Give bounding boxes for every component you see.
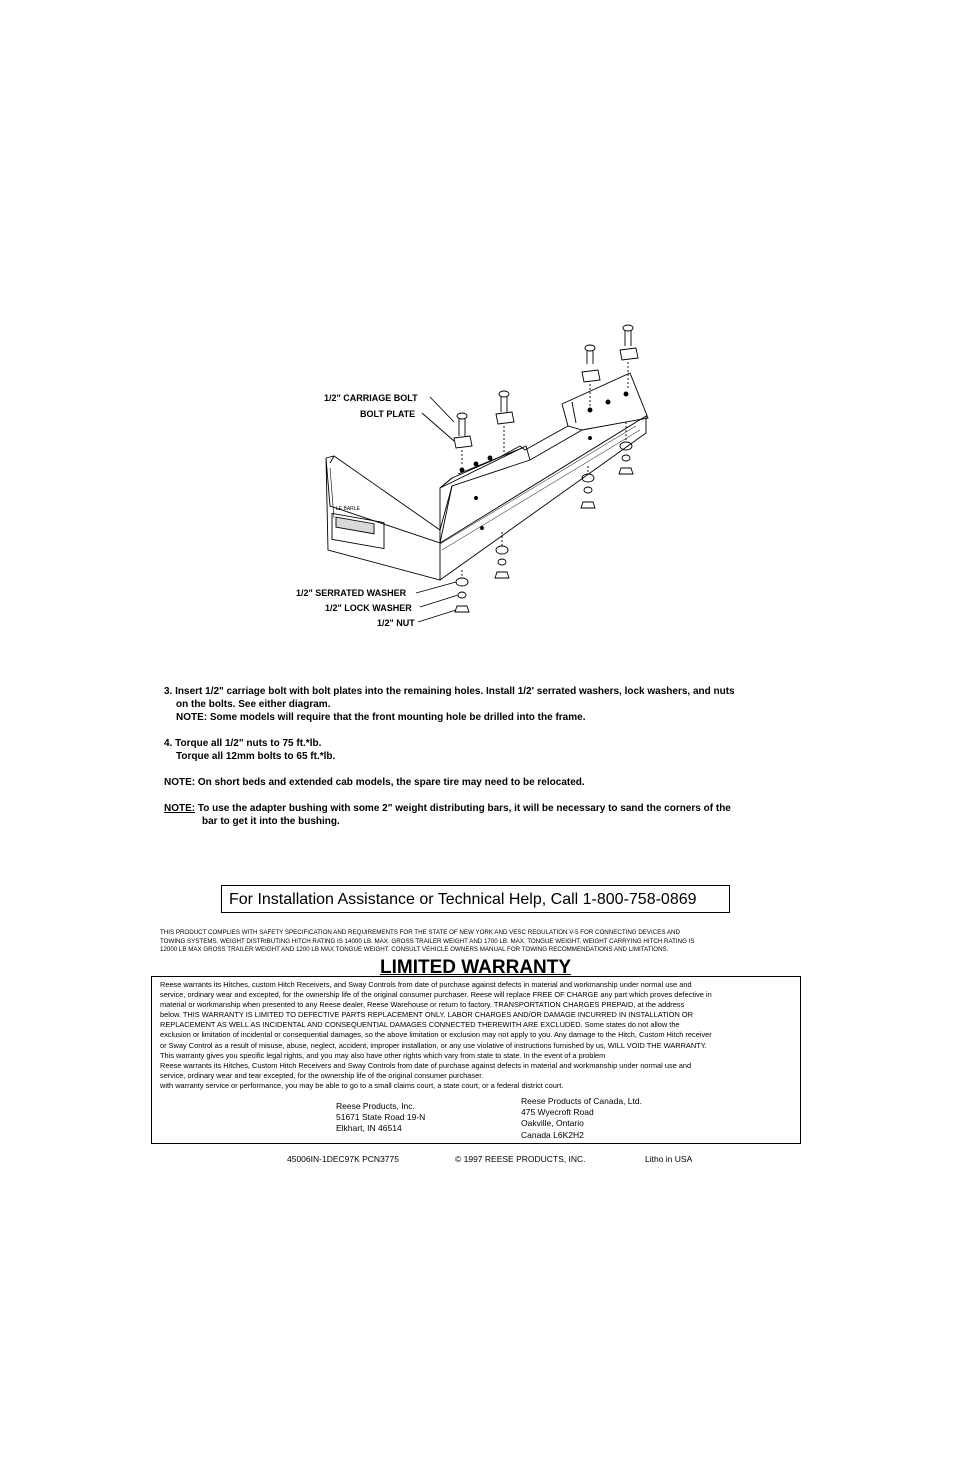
carriage-bolt-label: 1/2" CARRIAGE BOLT — [324, 393, 418, 403]
warranty-text — [160, 980, 796, 1091]
compliance-line: TOWING SYSTEMS. WEIGHT DISTRIBUTING HITCH RATING IS 14000 LB. MAX. GROSS TRAILER WEIGHT AND 1700 LB. MAX. TONGUE WEIGHT. WEIGHT CARRYING HITCH RATING IS — [160, 937, 695, 945]
warranty-line: REPLACEMENT AS WELL AS INCIDENTAL AND CONSEQUENTIAL DAMAGES CONNECTED THEREWITH ARE EXCLUDED. Some states do not allow the — [160, 1020, 680, 1030]
warranty-box — [151, 976, 801, 1144]
warranty-line: with warranty service or performance, you may be able to go to a small claims court, a state court, or a federal district court. — [160, 1080, 564, 1090]
address-us-line: Elkhart, IN 46514 — [336, 1123, 402, 1134]
warranty-line: service, ordinary wear and excepted, for the ownership life of the original consumer purchaser. Reese will replace FREE OF CHARGE any part which proves defective in — [160, 990, 712, 1000]
copyright: © 1997 REESE PRODUCTS, INC. — [455, 1154, 586, 1164]
step-3-line-2: on the bolts. See either diagram. — [176, 699, 331, 710]
warranty-line: This warranty gives you specific legal rights, and you may also have other rights which vary from state to state. In the event of a problem — [160, 1050, 606, 1060]
installation-steps — [164, 685, 804, 828]
step-3-note: NOTE: Some models will require that the front mounting hole be drilled into the frame. — [176, 712, 586, 723]
warranty-title: LIMITED WARRANTY — [380, 957, 572, 978]
compliance-line: THIS PRODUCT COMPLIES WITH SAFETY SPECIFICATION AND REQUIREMENTS FOR THE STATE OF NEW YORK AND VESC REGULATION V-5 FOR CONNECTING DEVICES AND — [160, 929, 680, 936]
note-adapter-bushing — [164, 802, 804, 815]
warranty-line: material or workmanship when presented to any Reese dealer, Reese Warehouse or return to factory. TRANSPORTATION CHARGES PREPAID, at the address — [160, 1000, 685, 1010]
step-4-line-2: Torque all 12mm bolts to 65 ft.*lb. — [176, 751, 336, 762]
technical-help-box: For Installation Assistance or Technical Help, Call 1-800-758-0869 — [221, 885, 730, 913]
address-ca-line: 475 Wyecroft Road — [521, 1107, 594, 1118]
compliance-statement — [160, 929, 800, 955]
warranty-line: below. THIS WARRANTY IS LIMITED TO DEFECTIVE PARTS REPLACEMENT ONLY. LABOR CHARGES AND/OR DAMAGE INCURRED IN INSTALLATION OR — [160, 1010, 693, 1020]
warranty-line: Reese warrants its Hitches, Custom Hitch Receivers and Sway Controls from date of purchase against defects in material and workmanship under normal use and — [160, 1060, 692, 1070]
document-code: 45006IN-1DEC97K PCN3775 — [287, 1154, 399, 1164]
lock-washer-label: 1/2" LOCK WASHER — [325, 603, 412, 613]
address-us — [336, 1101, 425, 1135]
serrated-washer-label: 1/2" SERRATED WASHER — [296, 588, 407, 598]
warranty-line: exclusion or limitation of incidental or consequential damages, so the above limitation or exclusion may not apply to you. Any damage to the Hitch, Custom Hitch receiver — [160, 1030, 712, 1040]
bracket-logo: LE BARLE — [336, 506, 360, 512]
address-us-line: 51671 State Road 19-N — [336, 1112, 426, 1123]
note-adapter-line-2: bar to get it into the bushing. — [202, 816, 340, 827]
step-3-line-1: 3. Insert 1/2" carriage bolt with bolt plates into the remaining holes. Install 1/2' serrated washers, lock washers, and nuts — [164, 686, 735, 697]
nut-label: 1/2" NUT — [377, 618, 415, 628]
note-spare-tire: NOTE: On short beds and extended cab models, the spare tire may need to be relocated. — [164, 777, 585, 788]
litho-notice: Litho in USA — [645, 1154, 693, 1164]
step-4-line-1: 4. Torque all 1/2" nuts to 75 ft.*lb. — [164, 738, 322, 749]
address-ca-line: Oakville, Ontario — [521, 1118, 584, 1129]
warranty-line: Reese warrants its Hitches, custom Hitch Receivers, and Sway Controls from date of purchase against defects in material and workmanship under normal use and — [160, 980, 692, 989]
compliance-line: 12000 LB MAX GROSS TRAILER WEIGHT AND 1200 LB MAX TONGUE WEIGHT. CONSULT VEHICLE OWNERS MANUAL FOR TOWING RECOMMENDATIONS AND LIMITATIONS. — [160, 946, 669, 954]
address-ca-line: Canada L6K2H2 — [521, 1129, 584, 1140]
address-canada — [521, 1096, 642, 1141]
bolt-plate-label: BOLT PLATE — [360, 409, 416, 419]
address-us-line: Reese Products, Inc. — [336, 1101, 415, 1111]
address-ca-line: Reese Products of Canada, Ltd. — [521, 1096, 642, 1106]
note-adapter-text: To use the adapter bushing with some 2" weight distributing bars, it will be necessary to sand the corners of the — [195, 803, 731, 814]
note-label: NOTE: — [164, 803, 196, 814]
warranty-line: service, ordinary wear and tear excepted, for the ownership life of the original consumer purchaser. — [160, 1070, 484, 1080]
warranty-line: or Sway Control as a result of misuse, abuse, neglect, accident, improper installation, or any use violative of instructions furnished by us, WILL VOID THE WARRANTY. — [160, 1040, 707, 1050]
